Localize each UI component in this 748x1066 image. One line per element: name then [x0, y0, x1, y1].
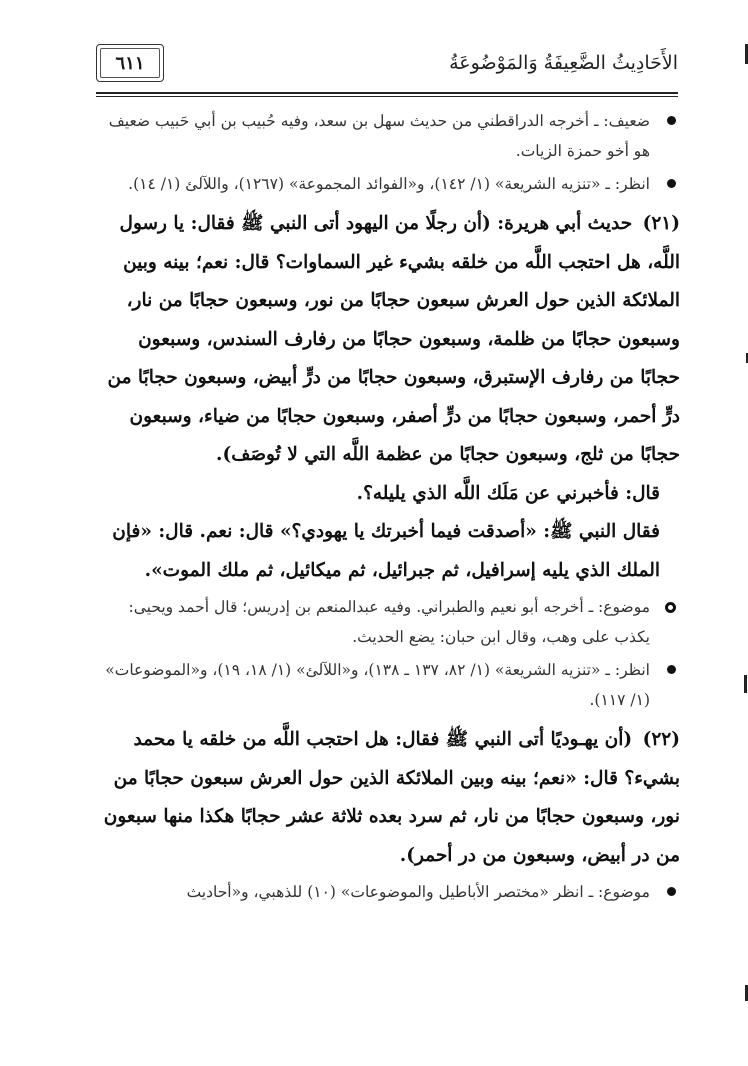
- hadith-number: (٢٢): [642, 729, 680, 750]
- note-text: ضعيف: ـ أخرجه الدراقطني من حديث سهل بن سعد، وفيه حُبيب بن أبي حَبيب ضعيف هو أخو حمزة الزيات.: [108, 112, 650, 160]
- bullet-icon: [667, 179, 676, 188]
- hadith-text: (أن يهـوديًا أتى النبي ﷺ فقال: هل احتجب اللَّه من خلقه يا محمد بشيء؟ قال: «نعم؛ بينه وبين الملائكة الذين حول العرش سبعون حجابًا من نور، وسبعون حجابًا من نار، ثم سرد بعده ثلاثة عشر حجابًا هكذا منها سبعون من در أبيض، وسبعون من در أحمر).: [103, 729, 680, 866]
- note-grading: [92, 106, 680, 166]
- note-text: انظر: ـ «تنزيه الشريعة» (١/ ٨٢، ١٣٧ ـ ١٣٨)، و«اللآلئ» (١/ ١٨، ١٩)، و«الموضوعات» (١/ ١١٧).: [105, 661, 650, 709]
- page-content: [92, 106, 680, 910]
- note-text: موضوع: ـ أخرجه أبو نعيم والطبراني. وفيه عبدالمنعم بن إدريس؛ قال أحمد ويحيى: يكذب على وهب، وقال ابن حبان: يضع الحديث.: [128, 598, 650, 646]
- bullet-icon: [667, 665, 676, 674]
- running-title: الأَحَادِيثُ الضَّعِيفَةُ وَالمَوْضُوعَةُ: [449, 52, 678, 74]
- hadith-line: قال: فأخبرني عن مَلَك اللَّه الذي يليله؟.: [356, 482, 660, 504]
- ring-bullet-icon: [665, 602, 676, 613]
- note-references: [92, 169, 680, 199]
- note-text: موضوع: ـ انظر «مختصر الأباطيل والموضوعات» (١٠) للذهبي، و«أحاديث: [186, 883, 650, 901]
- header-rule: [96, 92, 678, 94]
- note-grading: [92, 877, 680, 907]
- scan-edge-mark: [744, 675, 747, 693]
- page-number: ٦١١: [96, 44, 164, 82]
- bullet-icon: [667, 887, 676, 896]
- hadith-21: [92, 205, 680, 590]
- page-header: [96, 40, 678, 92]
- note-text: انظر: ـ «تنزيه الشريعة» (١/ ١٤٢)، و«الفوائد المجموعة» (١٢٦٧)، واللآلئ (١/ ١٤).: [128, 175, 650, 193]
- hadith-number: (٢١): [642, 213, 680, 234]
- header-rule-thin: [96, 96, 678, 97]
- hadith-line: فقال النبي ﷺ: «أصدقت فيما أخبرتك يا يهودي؟» قال: نعم. قال: «فإن الملك الذي يليه إسرافيل، ثم جبرائيل، ثم ميكائيل، ثم ملك الموت».: [112, 521, 660, 581]
- note-references: [92, 655, 680, 715]
- bullet-icon: [667, 116, 676, 125]
- note-grading: [92, 592, 680, 652]
- hadith-22: [92, 721, 680, 875]
- hadith-text: حديث أبي هريرة: (أن رجلًا من اليهود أتى النبي ﷺ فقال: يا رسول اللَّه، هل احتجب اللَّه من خلقه بشيء غير السماوات؟ قال: نعم؛ بينه وبين الملائكة الذين حول العرش سبعون حجابًا من نور، وسبعون حجابًا من نار، وسبعون حجابًا من ظلمة، وسبعون حجابًا من رفارف السندس، وسبعون حجابًا من رفارف الإستبرق، وسبعون حجابًا من درٍّ أبيض، وسبعون حجابًا من درٍّ أحمر، وسبعون حجابًا من درٍّ أصفر، وسبعون حجابًا من ضياء، وسبعون حجابًا من ثلج، وسبعون حجابًا من عظمة اللَّه التي لا تُوصَف).: [107, 213, 680, 465]
